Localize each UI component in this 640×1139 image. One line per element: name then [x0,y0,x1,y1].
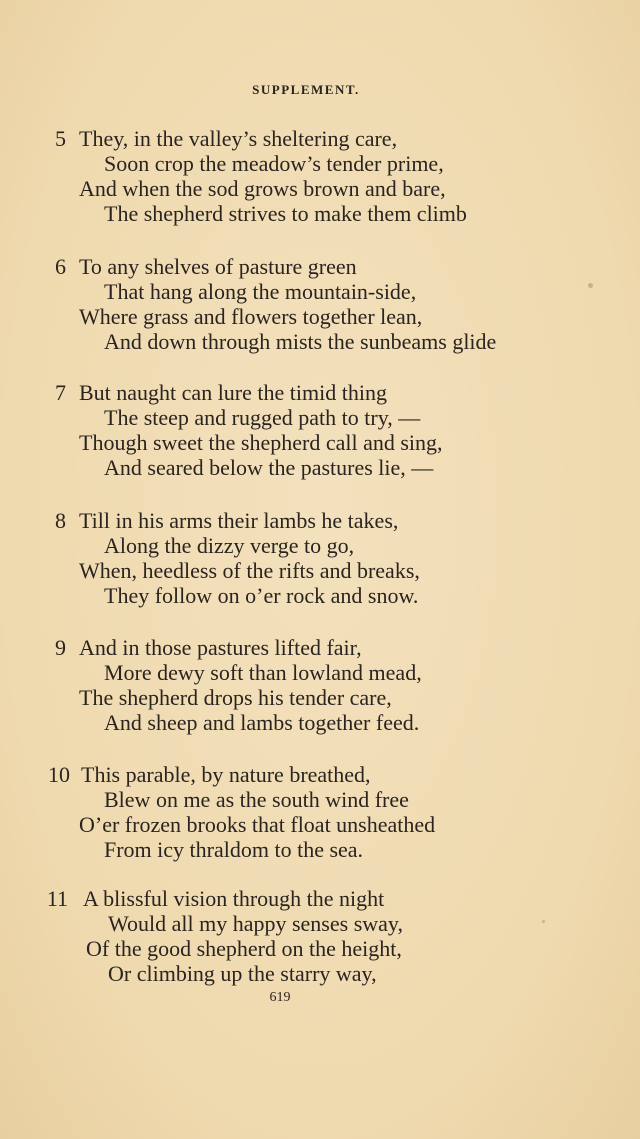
verse-line: To any shelves of pasture green [79,254,357,279]
verse-line: That hang along the mountain-side, [104,279,417,304]
verse-line: O’er frozen brooks that float unsheathed [79,812,436,837]
verse-line: And down through mists the sunbeams glide [104,329,497,354]
verse-line: From icy thraldom to the sea. [104,837,364,862]
verse-line: The shepherd strives to make them climb [104,201,467,226]
stanza-number: 10 [48,762,70,787]
verse-line: Though sweet the shepherd call and sing, [79,430,443,455]
verse-line: Where grass and flowers together lean, [79,304,423,329]
stanza-number: 5 [55,126,66,151]
verse-line: They follow on o’er rock and snow. [104,583,419,608]
verse-line: And sheep and lambs together feed. [104,710,420,735]
running-header: SUPPLEMENT. [252,82,360,97]
verse-line: When, heedless of the rifts and breaks, [79,558,420,583]
verse-line: Blew on me as the south wind free [104,787,409,812]
stanza-number: 11 [46,886,68,911]
stanza-number: 7 [55,380,66,405]
verse-line: But naught can lure the timid thing [79,380,387,405]
verse-line: And seared below the pastures lie, — [104,455,434,480]
verse-line: And in those pastures lifted fair, [79,635,362,660]
page-number: 619 [269,990,291,1005]
verse-line: They, in the valley’s sheltering care, [79,126,398,151]
verse-line: More dewy soft than lowland mead, [104,660,422,685]
verse-line: This parable, by nature breathed, [81,762,371,787]
verse-line: Of the good shepherd on the height, [86,936,402,961]
stanza-number: 6 [55,254,66,279]
verse-line: Would all my happy senses sway, [108,911,403,936]
verse-line: Till in his arms their lambs he takes, [79,508,399,533]
paper-speck [588,283,593,288]
stanza-number: 9 [55,635,66,660]
verse-line: And when the sod grows brown and bare, [79,176,446,201]
paper-speck [542,920,545,923]
verse-line: The shepherd drops his tender care, [79,685,392,710]
verse-line: A blissful vision through the night [83,886,385,911]
verse-line: The steep and rugged path to try, — [104,405,421,430]
verse-line: Along the dizzy verge to go, [104,533,355,558]
verse-line: Or climbing up the starry way, [108,961,377,986]
verse-line: Soon crop the meadow’s tender prime, [104,151,444,176]
stanza-number: 8 [55,508,66,533]
